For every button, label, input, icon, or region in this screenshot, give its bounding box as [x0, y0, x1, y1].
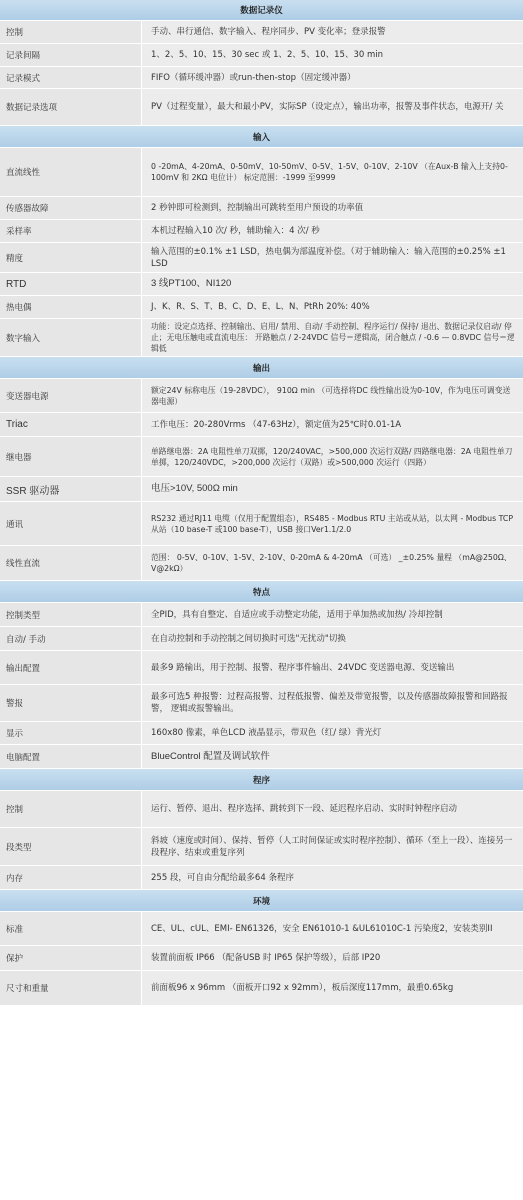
spec-row: [0, 971, 523, 1006]
spec-label: 控制: [0, 791, 142, 827]
spec-label: 直流线性: [0, 148, 142, 196]
spec-row: [0, 651, 523, 685]
section-header: 程序: [0, 769, 523, 791]
spec-value: 手动、串行通信、数字输入、程序同步、PV 变化率；登录报警: [142, 21, 523, 43]
spec-value: 255 段，可自由分配给最多64 条程序: [142, 866, 523, 889]
spec-label: SSR 驱动器: [0, 477, 142, 501]
spec-label: 记录间隔: [0, 44, 142, 66]
spec-row: [0, 546, 523, 581]
spec-value: CE、UL、cUL、EMI- EN61326，安全 EN61010-1 &UL61010C-1 污染度2，安装类别II: [142, 912, 523, 945]
spec-label: RTD: [0, 273, 142, 295]
spec-value: 1、2、5、10、15、30 sec 或 1、2、5、10、15、30 min: [142, 44, 523, 66]
spec-row: [0, 21, 523, 44]
spec-value: FIFO（循环缓冲器）或run-then-stop（固定缓冲器）: [142, 67, 523, 88]
spec-value: 全PID，具有自整定、自适应或手动整定功能，适用于单加热或加热/ 冷却控制: [142, 603, 523, 626]
spec-label: 数字输入: [0, 319, 142, 356]
spec-value: 电压>10V, 500Ω min: [142, 477, 523, 501]
spec-label: 输出配置: [0, 651, 142, 684]
spec-row: [0, 220, 523, 243]
spec-row: [0, 67, 523, 89]
spec-label: 变送器电源: [0, 379, 142, 412]
spec-value: 单路继电器：2A 电阻性单刀双掷，120/240VAC，>500,000 次运行双路/ 四路继电器：2A 电阻性单刀单掷，120/240VDC，>200,000 次运行（双路）或>500,000 次运行（四路）: [142, 437, 523, 476]
spec-label: 尺寸和重量: [0, 971, 142, 1005]
spec-label: 段类型: [0, 828, 142, 865]
spec-value: PV（过程变量），最大和最小PV，实际SP（设定点），输出功率，报警及事件状态，电源开/ 关: [142, 89, 523, 125]
spec-row: [0, 502, 523, 546]
spec-value: 功能：设定点选择、控制输出、启用/ 禁用、自动/ 手动控制、程序运行/ 保持/ 退出、数据记录仪启动/ 停止；无电压触电或直流电压： 开路触点 / 2-24VDC 信号＝逻辑高，闭合触点 / -0.6 — 0.8VDC 信号＝逻辑低: [142, 319, 523, 356]
spec-row: [0, 413, 523, 437]
spec-label: 自动/ 手动: [0, 627, 142, 650]
spec-value: 工作电压：20-280Vrms （47-63Hz），额定值为25℃时0.01-1A: [142, 413, 523, 436]
spec-row: [0, 685, 523, 722]
spec-value: BlueControl 配置及调试软件: [142, 745, 523, 768]
spec-value: RS232 通过RJ11 电缆（仅用于配置组态），RS485 - Modbus RTU 主站或从站，以太网 - Modbus TCP 从站（10 base-T 或100 base-T），USB 接口Ver1.1/2.0: [142, 502, 523, 545]
spec-value: 本机过程输入10 次/ 秒，辅助输入：4 次/ 秒: [142, 220, 523, 242]
spec-value: 最多可选5 种报警：过程高报警、过程低报警、偏差及带宽报警，以及传感器故障报警和回路报警， 逻辑或报警输出。: [142, 685, 523, 721]
spec-value: 前面板96 x 96mm （面板开口92 x 92mm），板后深度117mm，最重0.65kg: [142, 971, 523, 1005]
spec-row: [0, 722, 523, 745]
spec-label: 警报: [0, 685, 142, 721]
spec-value: J、K、R、S、T、B、C、D、E、L、N、PtRh 20%: 40%: [142, 296, 523, 318]
spec-row: [0, 946, 523, 971]
spec-label: 控制: [0, 21, 142, 43]
spec-value: 3 线PT100、NI120: [142, 273, 523, 295]
spec-label: 保护: [0, 946, 142, 970]
spec-row: [0, 745, 523, 769]
spec-value: 160x80 像素，单色LCD 液晶显示，带双色（红/ 绿）背光灯: [142, 722, 523, 744]
spec-value: 运行、暂停、退出、程序选择、跳转到下一段、延迟程序启动、实时时钟程序启动: [142, 791, 523, 827]
spec-value: 2 秒钟即可检测到，控制输出可跳转至用户预设的功率值: [142, 197, 523, 219]
section-header: 数据记录仪: [0, 0, 523, 21]
spec-label: 标准: [0, 912, 142, 945]
spec-label: Triac: [0, 413, 142, 436]
section-header: 环境: [0, 890, 523, 912]
spec-label: 电脑配置: [0, 745, 142, 768]
spec-label: 内存: [0, 866, 142, 889]
spec-value: 最多9 路输出，用于控制、报警、程序事件输出、24VDC 变送器电源、变送输出: [142, 651, 523, 684]
spec-label: 继电器: [0, 437, 142, 476]
spec-row: [0, 273, 523, 296]
section-header: 特点: [0, 581, 523, 603]
spec-value: 输入范围的±0.1% ±1 LSD，热电偶为部温度补偿。（对于辅助输入：输入范围的±0.25% ±1 LSD: [142, 243, 523, 272]
spec-row: [0, 828, 523, 866]
spec-row: [0, 791, 523, 828]
spec-value: 在自动控制和手动控制之间切换时可选"无扰动"切换: [142, 627, 523, 650]
spec-label: 记录模式: [0, 67, 142, 88]
spec-value: 装置前面板 IP66 （配备USB 时 IP65 保护等级），后部 IP20: [142, 946, 523, 970]
spec-label: 传感器故障: [0, 197, 142, 219]
spec-label: 精度: [0, 243, 142, 272]
spec-row: [0, 197, 523, 220]
spec-row: [0, 437, 523, 477]
spec-row: [0, 89, 523, 126]
section-header: 输入: [0, 126, 523, 148]
spec-value: 斜坡（速度或时间）、保持、暂停（人工时间保证或实时程序控制）、循环（至上一段）、连接另一段程序、结束或重复序列: [142, 828, 523, 865]
spec-row: [0, 866, 523, 890]
spec-row: [0, 912, 523, 946]
section-header: 输出: [0, 357, 523, 379]
spec-label: 热电偶: [0, 296, 142, 318]
spec-row: [0, 627, 523, 651]
spec-row: [0, 148, 523, 197]
spec-label: 线性直流: [0, 546, 142, 580]
spec-label: 通讯: [0, 502, 142, 545]
spec-value: 额定24V 标称电压（19-28VDC）， 910Ω min （可选择将DC 线性输出设为0-10V，作为电压可调变送器电源）: [142, 379, 523, 412]
spec-value: 0 -20mA、4-20mA、0-50mV、10-50mV、0-5V、1-5V、0-10V、2-10V （在Aux-B 输入上支持0-100mV 和 2KΩ 电位计） 标定范围：-1999 至9999: [142, 148, 523, 196]
spec-label: 显示: [0, 722, 142, 744]
spec-label: 采样率: [0, 220, 142, 242]
spec-value: 范围： 0-5V、0-10V、1-5V、2-10V、0-20mA & 4-20mA （可选） _±0.25% 量程 （mA@250Ω、V@2kΩ）: [142, 546, 523, 580]
spec-label: 数据记录选项: [0, 89, 142, 125]
spec-row: [0, 603, 523, 627]
spec-row: [0, 243, 523, 273]
spec-row: [0, 379, 523, 413]
spec-row: [0, 296, 523, 319]
spec-row: [0, 477, 523, 502]
spec-row: [0, 319, 523, 357]
spec-label: 控制类型: [0, 603, 142, 626]
spec-row: [0, 44, 523, 67]
